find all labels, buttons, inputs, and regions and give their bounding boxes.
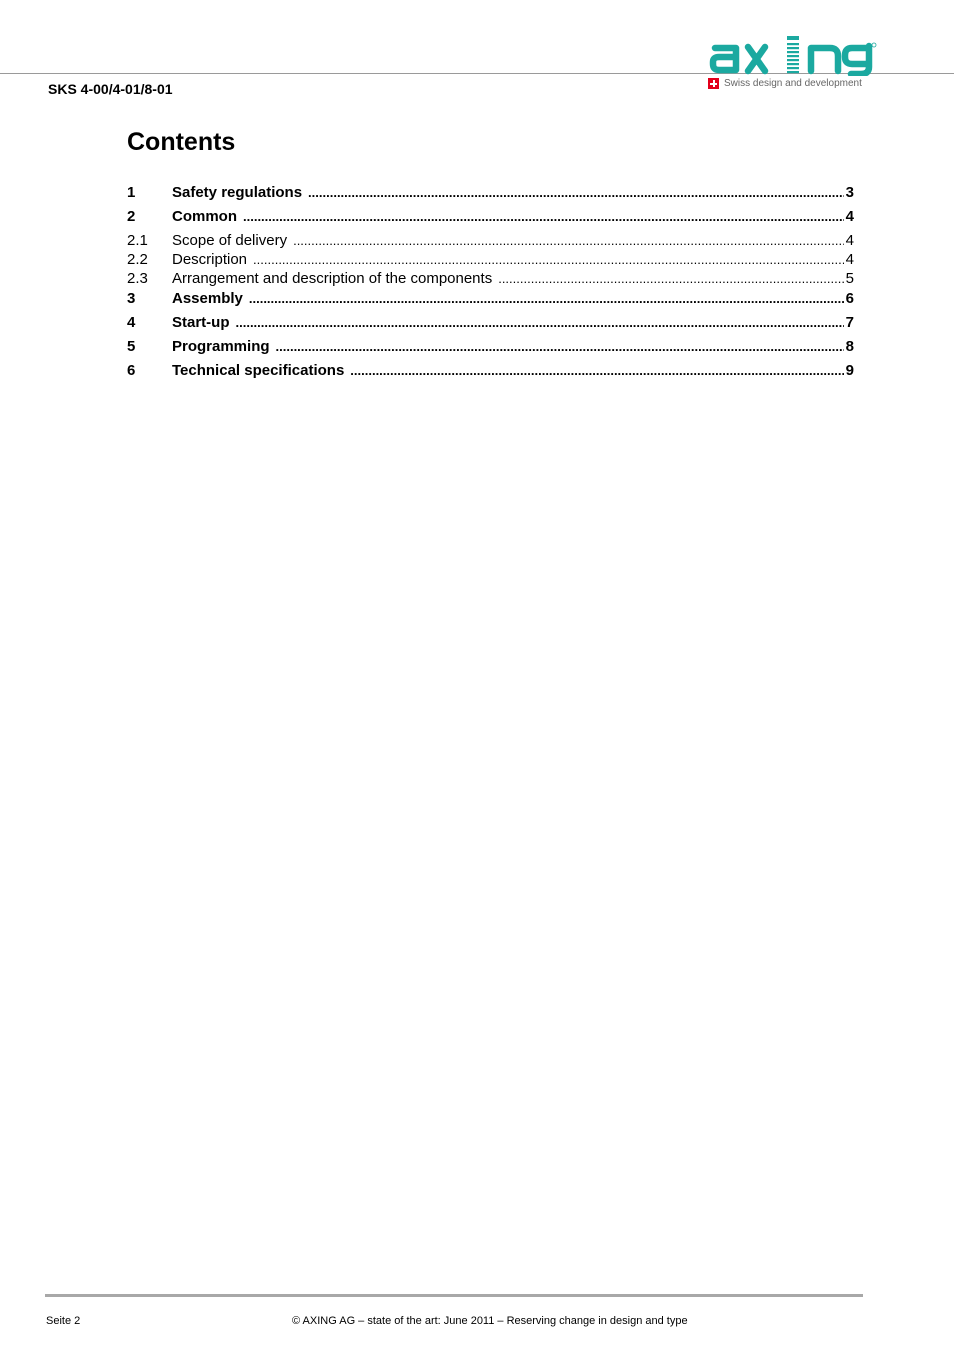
toc-number: 2.3 [127,270,148,287]
toc-number: 2.1 [127,232,148,249]
toc-dot-leader [350,361,843,380]
toc-title: Arrangement and description of the components [172,270,493,287]
toc-title: Common [172,208,237,225]
toc-entry[interactable] [127,361,854,380]
toc-page-number: 4 [845,208,854,225]
toc-page-number: 6 [845,290,854,307]
axing-wordmark-icon [708,34,878,76]
toc-title: Technical specifications [172,362,345,379]
toc-page-number: 3 [845,184,854,201]
footer-page-label: Seite 2 [46,1315,81,1327]
toc-title: Description [172,251,248,268]
footer-copyright: © AXING AG – state of the art: June 2011 – Reserving change in design and type [292,1315,688,1327]
document-code: SKS 4-00/4-01/8-01 [48,81,173,97]
toc-dot-leader [498,269,843,288]
toc-title: Assembly [172,290,243,307]
toc-entry[interactable] [127,207,854,226]
page-title: Contents [127,128,236,156]
toc-dot-leader [308,183,844,202]
axing-logo [708,34,878,94]
toc-number: 3 [127,290,136,307]
toc-number: 5 [127,338,136,355]
tagline [708,78,862,89]
toc-entry[interactable] [127,337,854,356]
toc-dot-leader [236,313,844,332]
toc-dot-leader [293,231,844,250]
toc-number: 2 [127,208,136,225]
toc-number: 6 [127,362,136,379]
toc-title: Safety regulations [172,184,303,201]
toc-entry[interactable] [127,313,854,332]
toc-dot-leader [243,207,844,226]
toc-page-number: 8 [845,338,854,355]
toc-title: Scope of delivery [172,232,288,249]
toc-dot-leader [253,250,844,269]
toc-number: 1 [127,184,136,201]
toc-entry[interactable] [127,289,854,308]
swiss-flag-icon [708,78,719,89]
toc-number: 2.2 [127,251,148,268]
toc-page-number: 9 [845,362,854,379]
toc-number: 4 [127,314,136,331]
toc-entry[interactable] [127,183,854,202]
toc-title: Programming [172,338,270,355]
tagline-text: Swiss design and development [724,78,862,89]
toc-page-number: 7 [845,314,854,331]
toc-dot-leader [249,289,844,308]
toc-entry[interactable] [127,231,854,250]
toc-entry[interactable] [127,269,854,288]
footer-rule [45,1294,863,1297]
toc-entry[interactable] [127,250,854,269]
toc-page-number: 4 [845,232,854,249]
toc-page-number: 5 [845,270,854,287]
toc-dot-leader [276,337,844,356]
toc-title: Start-up [172,314,230,331]
toc-page-number: 4 [845,251,854,268]
